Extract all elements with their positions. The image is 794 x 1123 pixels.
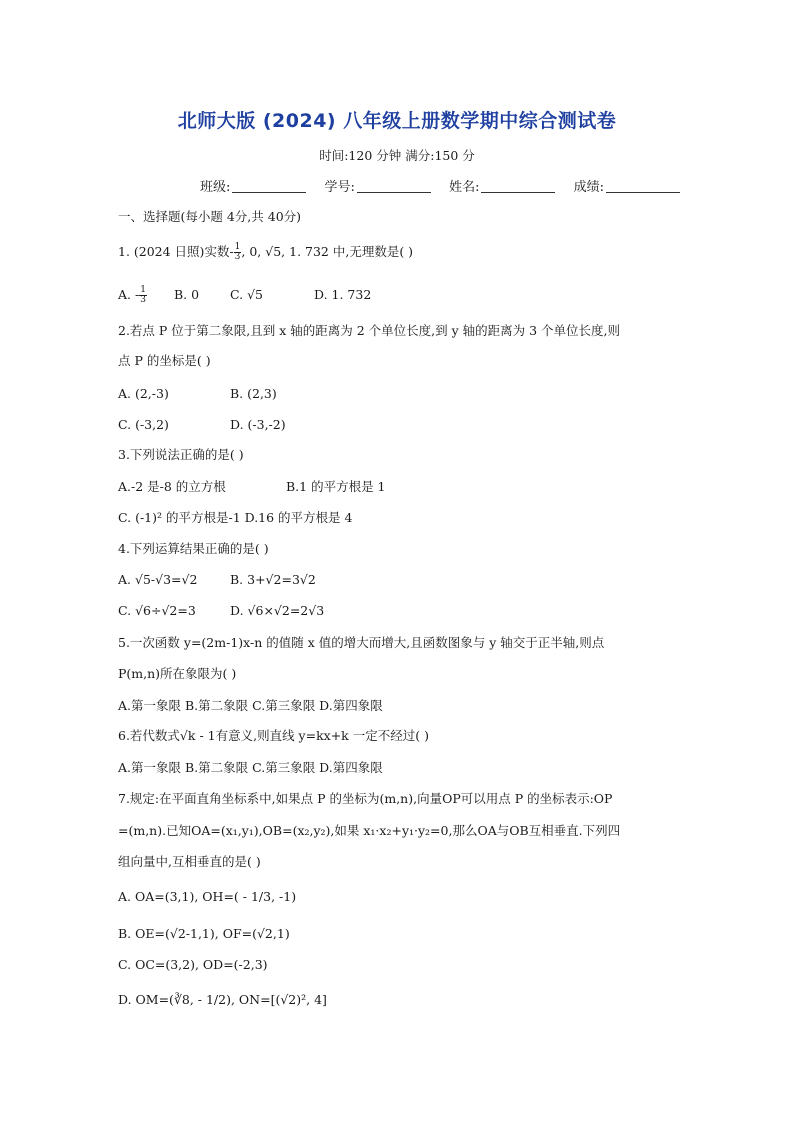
question-4-stem: 4.下列运算结果正确的是( ) <box>118 541 269 556</box>
exam-time-info: 时间:120 分钟 满分:150 分 <box>319 148 475 163</box>
question-7-stem-line2: =(m,n).已知OA=(x₁,y₁),OB=(x₂,y₂),如果 x₁·x₂+y₁·y₂=0,那么OA与OB互相垂直.下列四 <box>118 823 621 838</box>
question-7-option-c[interactable]: C. OC=(3,2), OD=(-2,3) <box>118 957 268 972</box>
option-b[interactable]: B. (2,3) <box>230 386 277 401</box>
question-7-stem-line1: 7.规定:在平面直角坐标系中,如果点 P 的坐标为(m,n),向量OP可以用点 P 的坐标表示:OP <box>118 791 613 806</box>
question-7-option-b[interactable]: B. OE=(√2-1,1), OF=(√2,1) <box>118 926 290 941</box>
student-number-field[interactable]: 学号: <box>325 180 431 195</box>
fraction: $\frac{1}{3}$ <box>234 242 241 262</box>
question-7-option-a[interactable]: A. OA=(3,1), OH=( - 1/3, -1) <box>118 889 297 904</box>
question-7-stem-line3: 组向量中,互相垂直的是( ) <box>118 854 261 869</box>
question-2-options-row2 <box>118 416 286 434</box>
option-d[interactable]: D. √6×√2=2√3 <box>230 603 325 618</box>
question-5-stem-line1: 5.一次函数 y=(2m-1)x-n 的值随 x 值的增大而增大,且函数图象与 y 轴交于正半轴,则点 <box>118 635 605 650</box>
option-a[interactable]: A. √5-√3=√2 <box>118 572 198 587</box>
option-c[interactable]: C. √5 <box>230 287 263 302</box>
question-5-options[interactable]: A.第一象限 B.第二象限 C.第三象限 D.第四象限 <box>118 698 383 713</box>
name-field[interactable]: 姓名: <box>449 180 555 195</box>
question-5-stem-line2: P(m,n)所在象限为( ) <box>118 666 237 681</box>
option-b[interactable]: B.1 的平方根是 1 <box>286 479 386 494</box>
section-heading: 一、选择题(每小题 4分,共 40分) <box>118 209 302 224</box>
question-4-options-row2 <box>118 602 324 620</box>
option-d[interactable]: D. (-3,-2) <box>230 417 286 432</box>
question-2-stem-line1: 2.若点 P 位于第二象限,且到 x 轴的距离为 2 个单位长度,到 y 轴的距离为 3 个单位长度,则 <box>118 323 621 338</box>
option-a[interactable]: A.-2 是-8 的立方根 <box>118 479 226 494</box>
question-7-option-d[interactable]: D. OM=(∛8, - 1/2), ON=[(√2)², 4] <box>118 992 327 1007</box>
question-1-stem: 1. (2024 日照)实数- $\frac{1}{3}$ , 0, √5, 1. 732 中,无理数是( ) <box>118 242 414 262</box>
question-4-options-row1 <box>118 571 316 589</box>
option-a[interactable]: A. - $\frac{1}{3}$ <box>118 285 146 305</box>
question-1-options <box>118 286 371 305</box>
option-c[interactable]: C. √6÷√2=3 <box>118 603 196 618</box>
page-title: 北师大版 (2024) 八年级上册数学期中综合测试卷 <box>177 110 617 132</box>
student-info-row <box>200 176 694 195</box>
question-3-options-row2[interactable]: C. (-1)² 的平方根是-1 D.16 的平方根是 4 <box>118 510 353 525</box>
class-field[interactable]: 班级: <box>200 180 306 195</box>
question-3-options-row1 <box>118 478 386 496</box>
question-2-options-row1 <box>118 385 277 403</box>
option-b[interactable]: B. 0 <box>174 287 200 302</box>
question-2-stem-line2: 点 P 的坐标是( ) <box>118 353 211 368</box>
option-b[interactable]: B. 3+√2=3√2 <box>230 572 316 587</box>
score-field[interactable]: 成绩: <box>574 180 680 195</box>
question-6-options[interactable]: A.第一象限 B.第二象限 C.第三象限 D.第四象限 <box>118 760 383 775</box>
option-a[interactable]: A. (2,-3) <box>118 386 169 401</box>
option-c[interactable]: C. (-3,2) <box>118 417 169 432</box>
question-6-stem: 6.若代数式√k - 1有意义,则直线 y=kx+k 一定不经过( ) <box>118 728 429 743</box>
question-3-stem: 3.下列说法正确的是( ) <box>118 447 244 462</box>
option-d[interactable]: D. 1. 732 <box>314 287 372 302</box>
